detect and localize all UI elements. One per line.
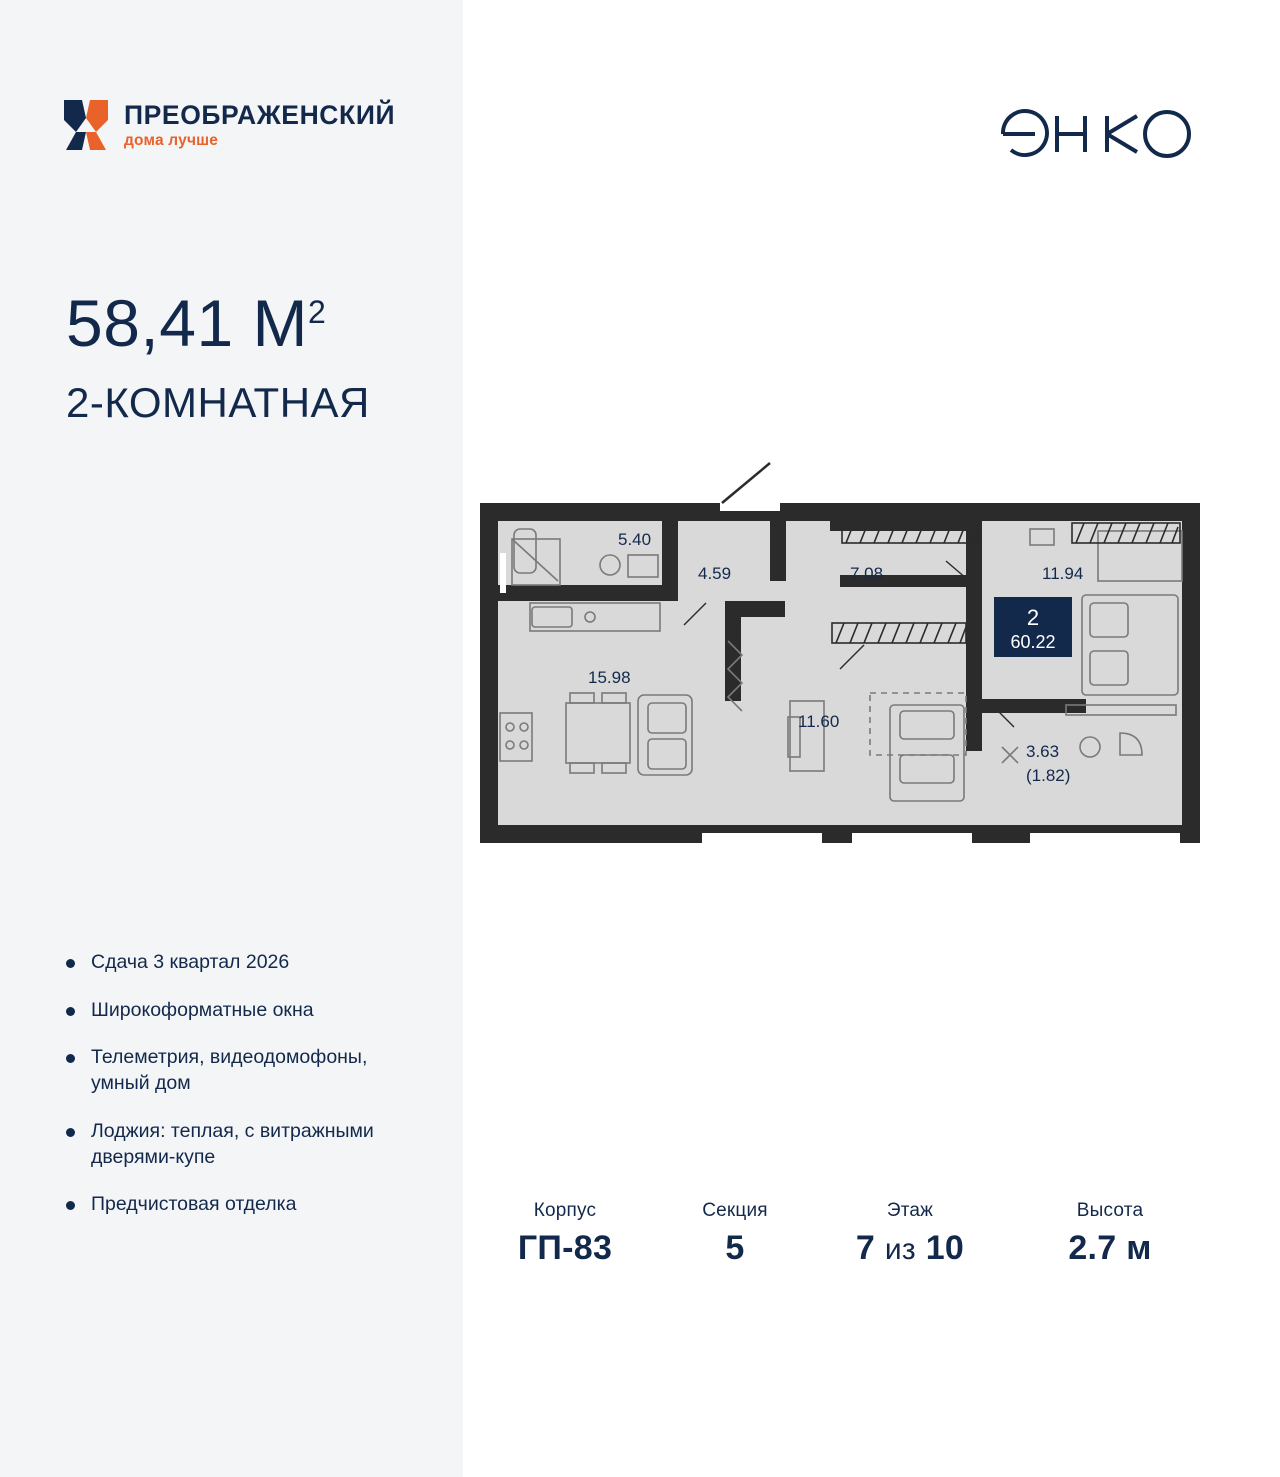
bullet-icon (66, 1201, 75, 1210)
etazh-total: 10 (925, 1229, 965, 1267)
apartment-details (470, 1200, 1210, 1267)
list-item (66, 1119, 396, 1170)
total-area (66, 286, 370, 360)
badge-rooms: 2 (1026, 605, 1040, 630)
detail-korpus (470, 1200, 660, 1267)
brand-tagline: дома лучше (124, 131, 219, 149)
sekciya-label: Секция (702, 1200, 768, 1221)
rooms-count-label: 2-КОМНАТНАЯ (66, 379, 370, 426)
vysota-value: 2.7 м (1068, 1229, 1152, 1267)
total-area-value: 58,41 M (66, 286, 308, 360)
room-area-bedroom-right: 11.94 (1042, 564, 1084, 583)
brand-logo (62, 98, 395, 152)
detail-sekciya (660, 1200, 810, 1267)
room-area-hall: 4.59 (698, 564, 732, 583)
badge-area: 60.22 (1010, 632, 1056, 652)
sekciya-value: 5 (725, 1229, 745, 1267)
detail-vysota (1010, 1200, 1210, 1267)
bullet-icon (66, 1128, 75, 1137)
area-summary (66, 286, 370, 426)
etazh-label: Этаж (886, 1200, 934, 1221)
room-area-bathroom: 5.40 (618, 530, 652, 549)
feature-text: Лоджия: теплая, с витражными дверями-купе (91, 1119, 374, 1168)
room-area-bedroom-middle: 11.60 (798, 712, 840, 731)
floor-plan (470, 455, 1210, 875)
vysota-label: Высота (1076, 1200, 1144, 1221)
korpus-value: ГП-83 (517, 1229, 613, 1267)
butterfly-logo-icon (62, 98, 110, 152)
list-item (66, 998, 396, 1024)
feature-text: Предчистовая отделка (91, 1193, 297, 1216)
feature-text: Телеметрия, видеодомофоны, умный дом (91, 1046, 368, 1095)
list-item (66, 1045, 396, 1096)
korpus-label: Корпус (533, 1200, 597, 1221)
detail-etazh (810, 1200, 1010, 1267)
developer-logo (995, 108, 1195, 160)
list-item (66, 1192, 396, 1218)
room-area-loggia: 3.63 (1026, 742, 1060, 761)
area-unit-exponent: 2 (307, 294, 327, 330)
etazh-separator: из (884, 1233, 916, 1266)
feature-text: Сдача 3 квартал 2026 (91, 951, 290, 973)
room-area-corridor: 7.08 (850, 564, 884, 583)
left-info-panel (0, 0, 463, 1477)
bullet-icon (66, 959, 75, 968)
etazh-current: 7 (855, 1229, 876, 1267)
room-area-kitchen: 15.98 (588, 668, 631, 687)
bullet-icon (66, 1054, 75, 1063)
bullet-icon (66, 1007, 75, 1016)
etazh-value (810, 1230, 1010, 1267)
brand-name: ПРЕОБРАЖЕНСКИЙ (124, 100, 396, 130)
features-list (66, 950, 396, 1240)
list-item (66, 950, 396, 976)
room-area-loggia-coef: (1.82) (1026, 766, 1071, 785)
feature-text: Широкоформатные окна (91, 998, 314, 1021)
